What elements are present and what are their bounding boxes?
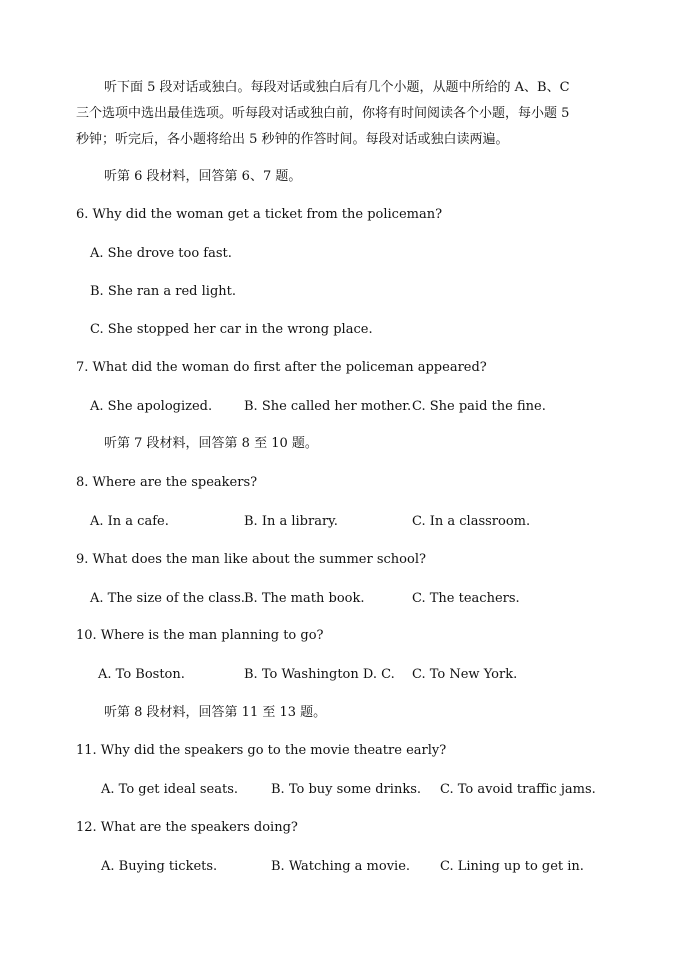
question-11-stem: 11. Why did the speakers go to the movie theatre early? bbox=[76, 743, 447, 758]
question-8-option-a: A. In a cafe. bbox=[90, 514, 169, 529]
question-12-stem: 12. What are the speakers doing? bbox=[76, 820, 298, 835]
intro-line-2: 三个选项中选出最佳选项。听每段对话或独白前，你将有时间阅读各个小题，每小题 5 bbox=[76, 106, 570, 121]
question-10-option-b: B. To Washington D. C. bbox=[244, 667, 395, 682]
question-11-option-c: C. To avoid traffic jams. bbox=[440, 782, 596, 797]
section-heading-7: 听第 7 段材料，回答第 8 至 10 题。 bbox=[104, 436, 318, 451]
question-7-option-c: C. She paid the fine. bbox=[412, 399, 546, 414]
question-8-option-b: B. In a library. bbox=[244, 514, 338, 529]
question-11-option-a: A. To get ideal seats. bbox=[101, 782, 239, 797]
question-12-option-c: C. Lining up to get in. bbox=[440, 859, 584, 874]
question-9-stem: 9. What does the man like about the summer school? bbox=[76, 552, 426, 567]
question-6-stem: 6. Why did the woman get a ticket from the policeman? bbox=[76, 207, 443, 222]
question-6-option-c: C. She stopped her car in the wrong place. bbox=[90, 322, 373, 337]
section-heading-6: 听第 6 段材料，回答第 6、7 题。 bbox=[104, 169, 302, 184]
intro-line-3: 秒钟；听完后，各小题将给出 5 秒钟的作答时间。每段对话或独白读两遍。 bbox=[76, 132, 509, 147]
question-8-option-c: C. In a classroom. bbox=[412, 514, 531, 529]
question-7-option-b: B. She called her mother. bbox=[244, 399, 412, 414]
question-7-option-a: A. She apologized. bbox=[90, 399, 213, 414]
question-12-option-b: B. Watching a movie. bbox=[271, 859, 411, 874]
question-10-option-c: C. To New York. bbox=[412, 667, 518, 682]
question-9-option-b: B. The math book. bbox=[244, 591, 365, 606]
question-8-stem: 8. Where are the speakers? bbox=[76, 475, 258, 490]
intro-line-1: 听下面 5 段对话或独白。每段对话或独白后有几个小题，从题中所给的 A、B、C bbox=[104, 80, 570, 95]
question-10-option-a: A. To Boston. bbox=[98, 667, 185, 682]
question-9-option-c: C. The teachers. bbox=[412, 591, 520, 606]
question-9-option-a: A. The size of the class. bbox=[90, 591, 245, 606]
question-12-option-a: A. Buying tickets. bbox=[101, 859, 218, 874]
question-7-stem: 7. What did the woman do first after the policeman appeared? bbox=[76, 360, 487, 375]
question-6-option-a: A. She drove too fast. bbox=[90, 246, 232, 261]
question-11-option-b: B. To buy some drinks. bbox=[271, 782, 422, 797]
question-6-option-b: B. She ran a red light. bbox=[90, 284, 237, 299]
question-10-stem: 10. Where is the man planning to go? bbox=[76, 628, 324, 643]
section-heading-8: 听第 8 段材料，回答第 11 至 13 题。 bbox=[104, 705, 327, 720]
